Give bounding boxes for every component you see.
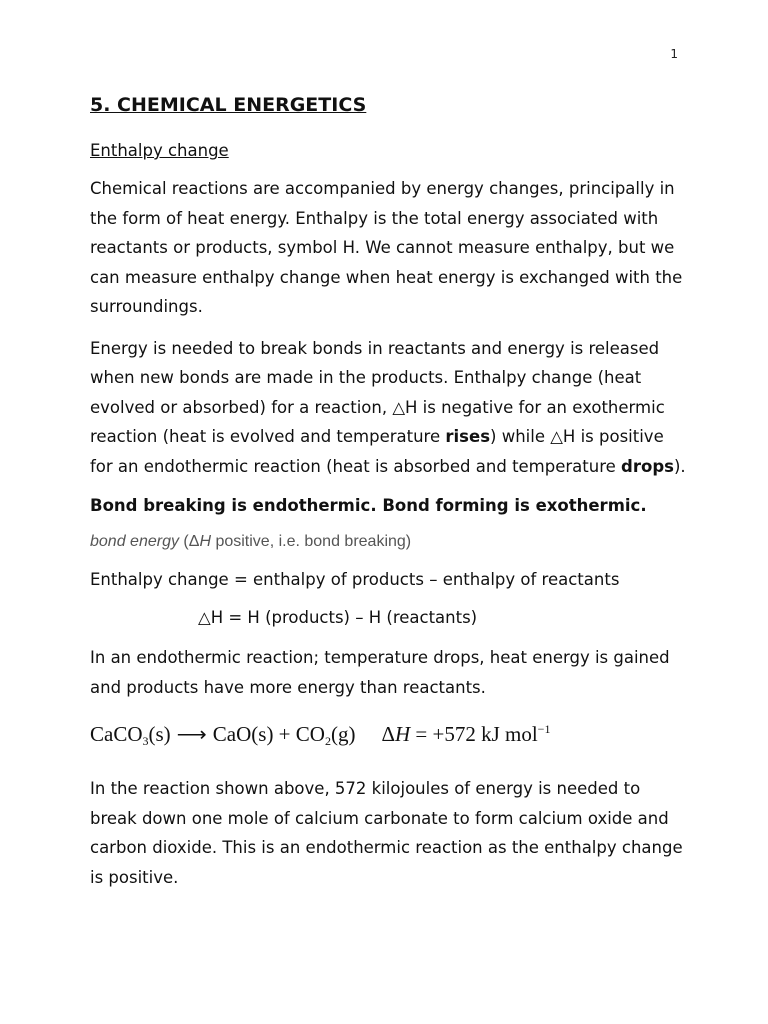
delta-symbol: Δ	[381, 722, 395, 746]
note-text: (Δ	[178, 533, 200, 550]
paragraph-text: Energy is needed to break bonds in reactants and energy is released when new bonds are made in the products. Enthalpy change (heat evolved or absorbed) for a reaction, △H is negative for an exothermic reaction (heat is evolved and temperature	[90, 338, 665, 446]
subscript: 3	[142, 734, 149, 748]
subscript: 2	[324, 734, 331, 748]
reaction-explanation: In the reaction shown above, 572 kilojoules of energy is needed to break down one mole of calcium carbonate to form calcium oxide and carbon dioxide. This is an endothermic reaction as the enthalpy change is positive.	[90, 779, 683, 887]
emphasis-drops: drops	[621, 456, 674, 476]
enthalpy-definition: Enthalpy change = enthalpy of products – enthalpy of reactants	[90, 570, 620, 589]
bond-energy-paragraph	[90, 334, 690, 482]
products: CaO(s) + CO	[212, 722, 325, 746]
paragraph-text: ) while △H is positive for an endothermic reaction (heat is absorbed and temperature	[90, 427, 664, 476]
page-content	[90, 92, 690, 904]
page-number: 1	[670, 47, 678, 61]
bond-energy-term: bond energy	[90, 533, 179, 550]
intro-paragraph: Chemical reactions are accompanied by energy changes, principally in the form of heat energy. Enthalpy is the total energy associated with reactants or products, symbol H. We cannot measure enthalpy, but we can measure enthalpy change when heat energy is exchanged with the surroundings.	[90, 179, 683, 316]
enthalpy-symbol: H	[394, 722, 411, 746]
enthalpy-symbol: H	[199, 533, 211, 550]
chapter-title: 5. CHEMICAL ENERGETICS	[90, 94, 367, 116]
reactant: CaCO	[90, 722, 143, 746]
paragraph-text: ).	[673, 456, 686, 476]
section-heading: Enthalpy change	[90, 141, 229, 160]
emphasis-rises: rises	[445, 427, 491, 446]
note-text: positive, i.e. bond breaking)	[211, 533, 412, 550]
product-state: (g)	[330, 722, 356, 746]
bond-energy-note	[90, 531, 690, 553]
enthalpy-equation: △H = H (products) – H (reactants)	[198, 608, 478, 627]
reactant-state: (s)	[148, 722, 171, 746]
superscript: −1	[537, 722, 551, 736]
delta-h-value: = +572 kJ mol	[410, 722, 538, 746]
endothermic-paragraph: In an endothermic reaction; temperature drops, heat energy is gained and products have more energy than reactants.	[90, 648, 670, 697]
chemical-equation	[90, 714, 690, 756]
reaction-arrow: ⟶	[176, 722, 207, 746]
bond-statement: Bond breaking is endothermic. Bond forming is exothermic.	[90, 496, 647, 515]
